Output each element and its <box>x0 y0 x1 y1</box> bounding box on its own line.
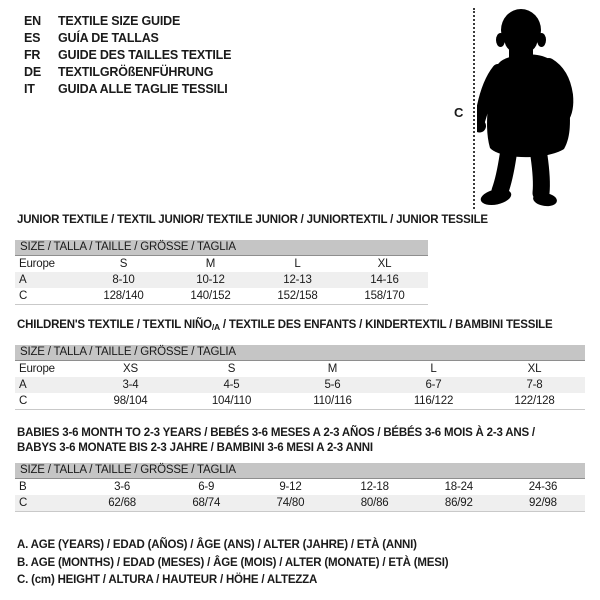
language-row-fr <box>24 47 231 64</box>
babies-table <box>15 463 585 512</box>
table-cell: XL <box>527 363 542 375</box>
language-list <box>24 13 231 98</box>
table-cell: 128/140 <box>103 290 144 302</box>
table-cell: 10-12 <box>196 274 225 286</box>
row-label: Europe <box>19 363 55 375</box>
junior-table-title: JUNIOR TEXTILE / TEXTIL JUNIOR/ TEXTILE JUNIOR / JUNIORTEXTIL / JUNIOR TESSILE <box>17 214 488 226</box>
table-row-europe <box>15 256 428 272</box>
legend-line-b: B. AGE (MONTHS) / EDAD (MESES) / ÂGE (MOIS) / ALTER (MONATE) / ETÀ (MESI) <box>17 556 449 569</box>
row-label: A <box>19 274 27 286</box>
language-row-en <box>24 13 231 30</box>
table-row-b <box>15 479 585 495</box>
legend-line-c: C. (cm) HEIGHT / ALTURA / HAUTEUR / HÖHE / ALTEZZA <box>17 574 318 586</box>
table-cell: 98/104 <box>113 395 148 407</box>
language-label: TEXTILE SIZE GUIDE <box>58 14 181 28</box>
children-table-title <box>17 319 552 332</box>
table-cell: 68/74 <box>192 497 221 509</box>
baby-silhouette-icon <box>477 7 593 208</box>
height-dotted-line <box>473 8 475 209</box>
table-cell: 7-8 <box>526 379 543 391</box>
table-cell: 80/86 <box>360 497 389 509</box>
table-cell: 116/122 <box>413 395 454 407</box>
table-cell: 122/128 <box>514 395 555 407</box>
language-label: GUIDE DES TAILLES TEXTILE <box>58 48 232 62</box>
language-row-es <box>24 30 231 47</box>
row-label: Europe <box>19 258 55 270</box>
language-code: EN <box>24 14 41 28</box>
babies-table-title <box>17 426 535 456</box>
language-code: IT <box>24 82 35 96</box>
language-code: ES <box>24 31 41 45</box>
height-measure-label: C <box>454 105 464 120</box>
table-cell: 74/80 <box>276 497 305 509</box>
table-cell: 24-36 <box>528 481 558 493</box>
title-subscript: /A <box>211 322 220 332</box>
table-cell: 5-6 <box>324 379 341 391</box>
table-cell: 9-12 <box>279 481 302 493</box>
language-code: FR <box>24 48 41 62</box>
legend-line-a: A. AGE (YEARS) / EDAD (AÑOS) / ÂGE (ANS) / ALTER (JAHRE) / ETÀ (ANNI) <box>17 539 417 551</box>
title-text: CHILDREN'S TEXTILE / TEXTIL NIÑO <box>17 319 212 331</box>
table-cell: L <box>430 363 437 375</box>
legend <box>17 537 448 590</box>
table-cell: 140/152 <box>190 290 231 302</box>
table-row-c <box>15 495 585 512</box>
table-cell: 12-13 <box>283 274 312 286</box>
row-label: B <box>19 481 27 493</box>
row-label: C <box>19 290 28 302</box>
row-label: A <box>19 379 27 391</box>
title-line-2: BABYS 3-6 MONATE BIS 2-3 JAHRE / BAMBINI 3-6 MESI A 2-3 ANNI <box>17 442 373 454</box>
table-cell: 12-18 <box>360 481 389 493</box>
table-cell: 3-6 <box>114 481 131 493</box>
language-label: GUÍA DE TALLAS <box>58 31 159 45</box>
table-cell: 158/170 <box>364 290 405 302</box>
language-row-de <box>24 64 231 81</box>
language-code: DE <box>24 65 41 79</box>
table-cell: XS <box>123 363 138 375</box>
table-row-c <box>15 393 585 410</box>
row-label: C <box>19 395 28 407</box>
language-row-it <box>24 81 231 98</box>
table-cell: 18-24 <box>444 481 473 493</box>
table-row-europe <box>15 361 585 377</box>
table-cell: 62/68 <box>108 497 136 509</box>
table-cell: M <box>205 258 216 270</box>
table-row-a <box>15 272 428 288</box>
table-cell: S <box>119 258 128 270</box>
table-cell: L <box>294 258 301 270</box>
table-cell: 110/116 <box>313 395 352 407</box>
size-header-bar: SIZE / TALLA / TAILLE / GRÖSSE / TAGLIA <box>15 240 428 256</box>
table-row-c <box>15 288 428 305</box>
table-cell: 6-9 <box>198 481 215 493</box>
row-label: C <box>19 497 28 509</box>
table-cell: 14-16 <box>370 274 399 286</box>
table-cell: 104/110 <box>211 395 252 407</box>
table-cell: 3-4 <box>122 379 139 391</box>
table-cell: 152/158 <box>277 290 318 302</box>
title-text: / TEXTILE DES ENFANTS / KINDERTEXTIL / BAMBINI TESSILE <box>219 319 553 331</box>
size-header-bar: SIZE / TALLA / TAILLE / GRÖSSE / TAGLIA <box>15 463 585 479</box>
title-line-1: BABIES 3-6 MONTH TO 2-3 YEARS / BEBÉS 3-6 MESES A 2-3 AÑOS / BÉBÉS 3-6 MOIS À 2-3 ANS / <box>17 427 535 439</box>
children-table <box>15 345 585 410</box>
table-cell: XL <box>377 258 392 270</box>
table-cell: 6-7 <box>425 379 442 391</box>
table-cell: 86/92 <box>444 497 473 509</box>
junior-table <box>15 240 428 305</box>
table-row-a <box>15 377 585 393</box>
table-cell: 4-5 <box>223 379 240 391</box>
table-cell: S <box>227 363 236 375</box>
table-cell: 92/98 <box>529 497 557 509</box>
size-header-bar: SIZE / TALLA / TAILLE / GRÖSSE / TAGLIA <box>15 345 585 361</box>
language-label: TEXTILGRÖßENFÜHRUNG <box>58 65 214 79</box>
language-label: GUIDA ALLE TAGLIE TESSILI <box>58 82 228 96</box>
table-cell: M <box>327 363 338 375</box>
table-cell: 8-10 <box>112 274 135 286</box>
